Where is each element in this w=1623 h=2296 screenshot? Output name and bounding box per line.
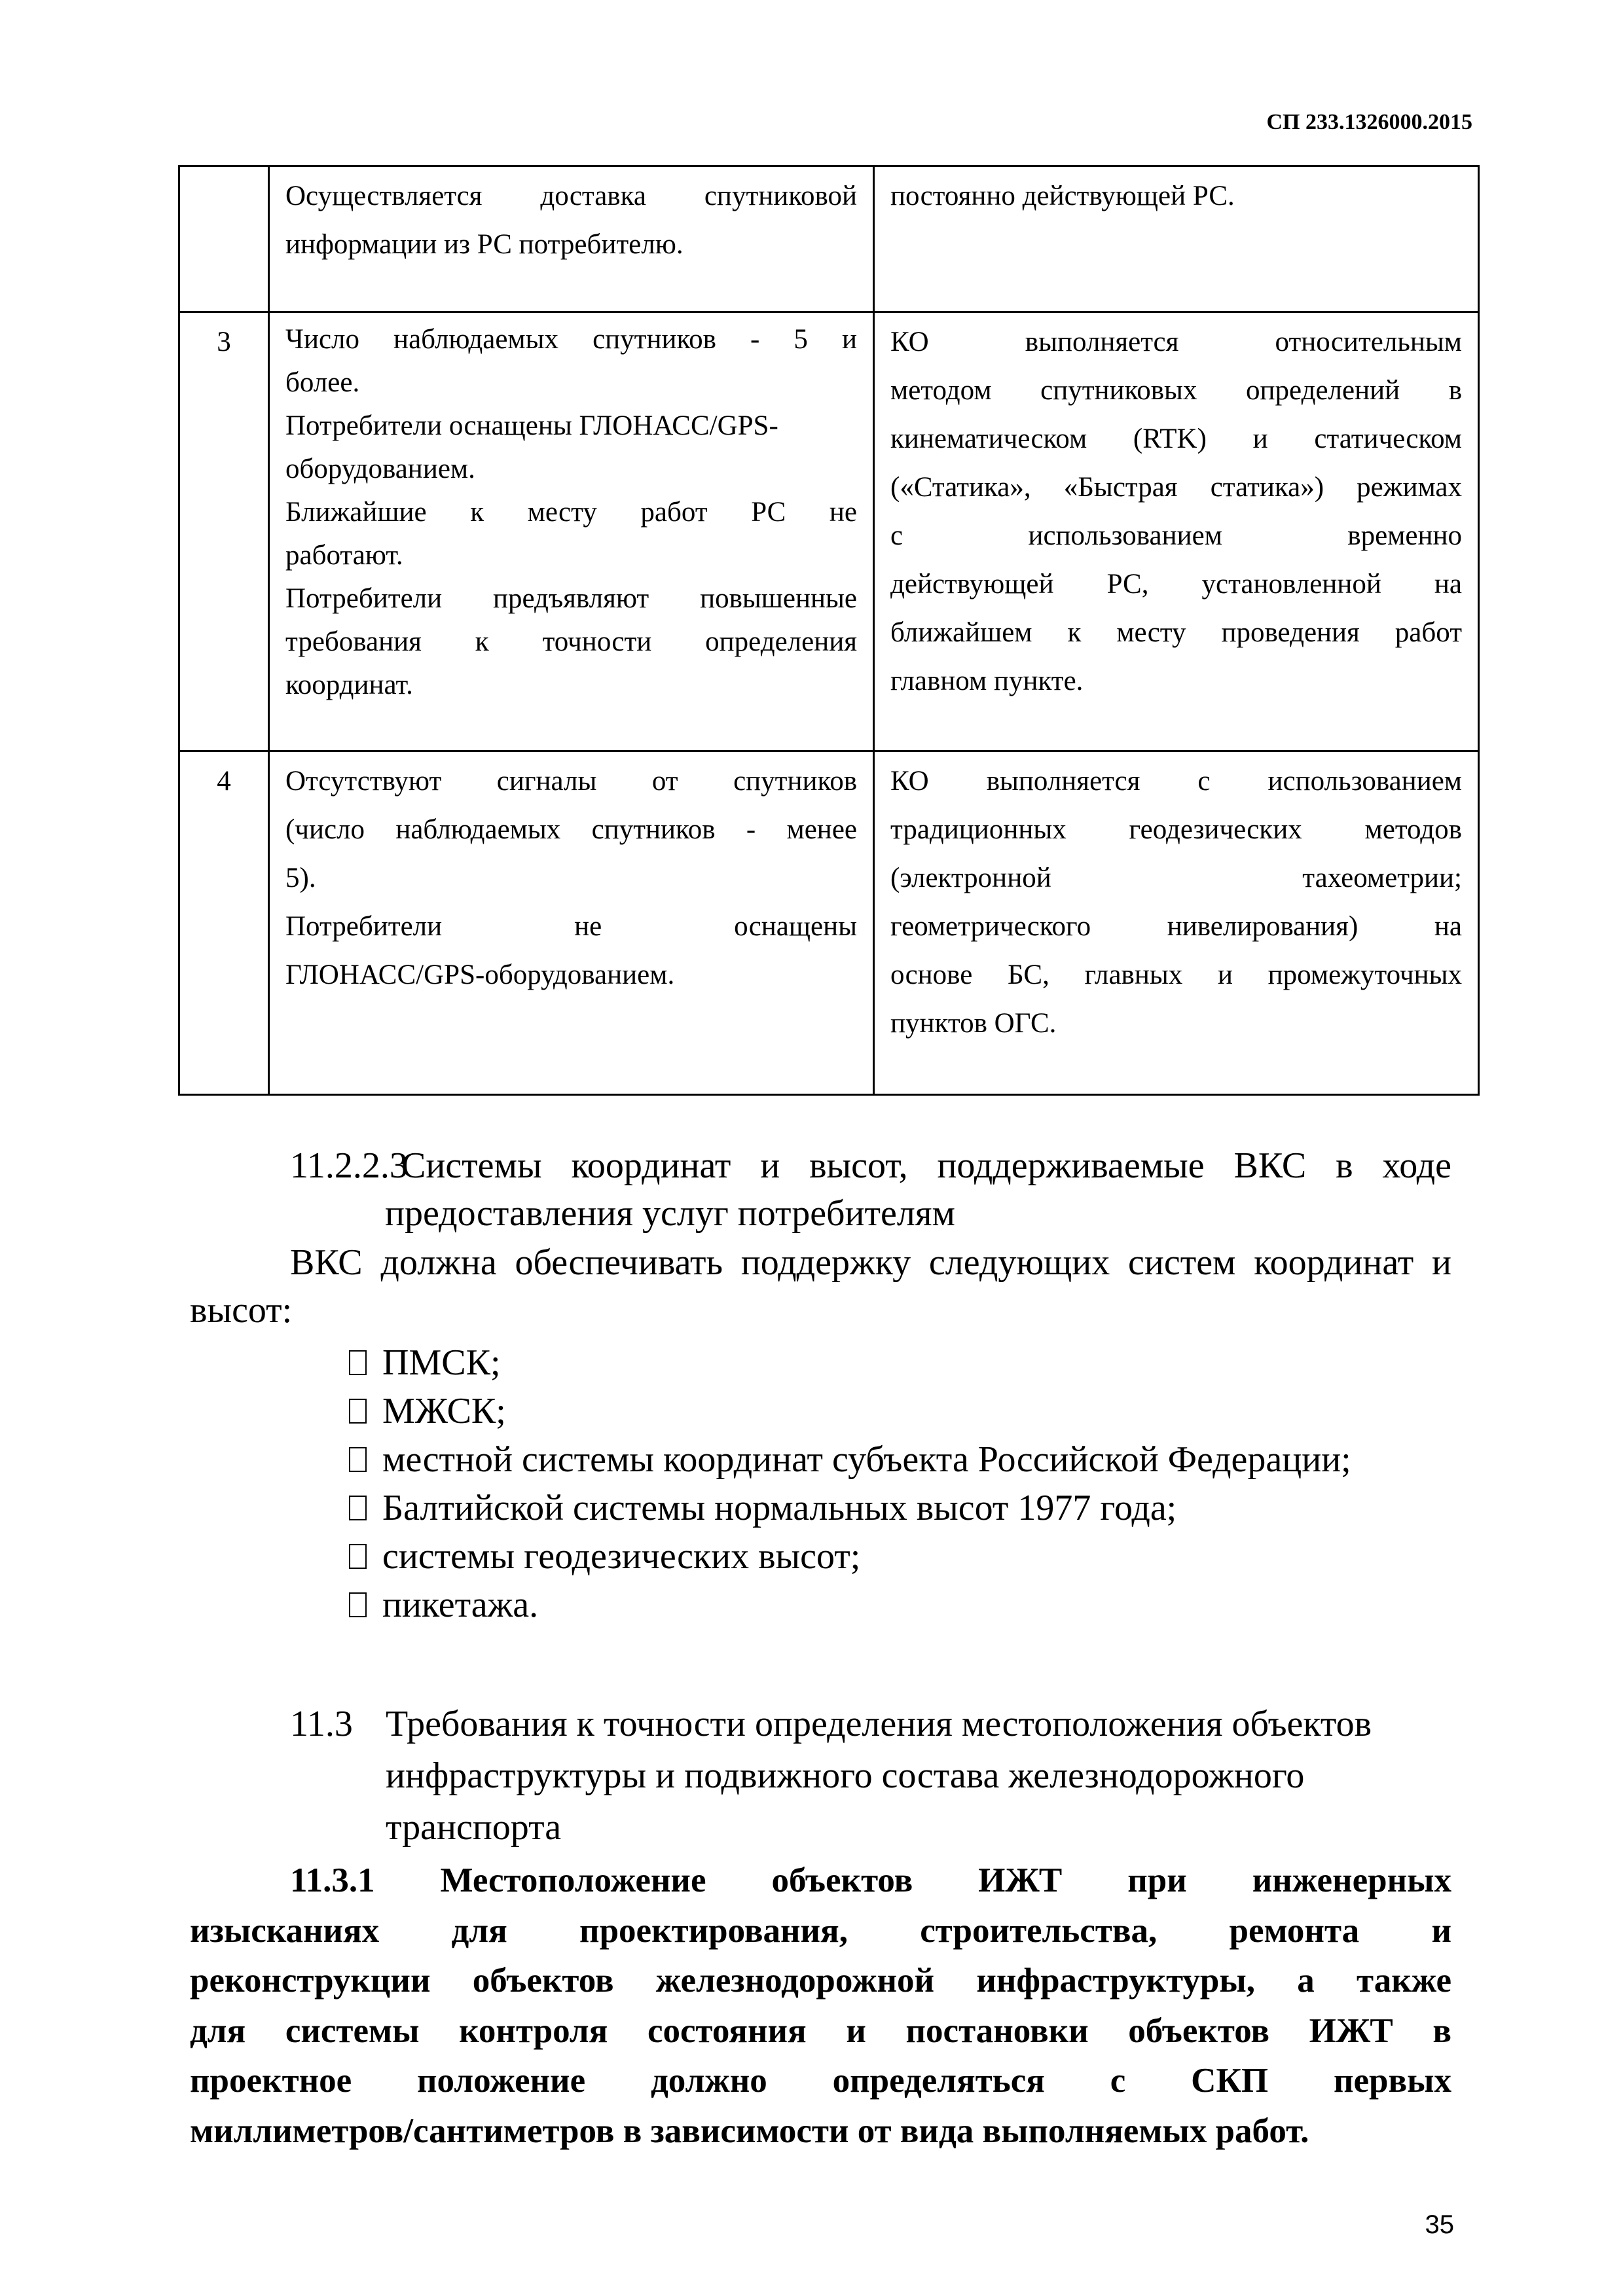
bullet-box-icon [349,1496,367,1520]
table-row [179,312,1479,751]
text-line: реконструкции объектов железнодорожной инфраструктуры, а также [190,1962,1451,2000]
table-row [179,751,1479,1095]
row-number: 3 [179,312,269,751]
section-heading-11-3 [290,1698,1482,1854]
page-number: 35 [1425,2210,1454,2239]
text-line: более. [285,367,360,398]
list-item [349,1532,1351,1581]
intro-paragraph [190,1239,1451,1335]
list-item-text: Балтийской системы нормальных высот 1977 года; [382,1488,1177,1528]
list-item-text: системы геодезических высот; [382,1536,861,1577]
section-title-line: инфраструктуры и подвижного состава железнодорожного [386,1755,1305,1796]
text-line: Осуществляется доставка спутниковой [285,181,857,211]
text-line: требования к точности определения [285,626,857,657]
section-11-3-1-paragraph [190,1856,1451,2156]
text-line: главном пункте. [890,666,1084,696]
text-line: 11.3.1 Местоположение объектов ИЖТ при инженерных [290,1861,1451,1899]
section-number: 11.2.2.3 [290,1145,408,1186]
text-line: КО выполняется относительным [890,327,1462,357]
section-title-line: транспорта [386,1807,562,1848]
coordinate-systems-list [349,1338,1351,1629]
condition-cell [269,312,874,751]
list-item-text: ПМСК; [382,1342,501,1383]
text-line: Потребители предъявляют повышенные [285,583,857,614]
list-item-text: местной системы координат субъекта Российской Федерации; [382,1439,1351,1480]
text-line: миллиметров/сантиметров в зависимости от вида выполняемых работ. [190,2111,1309,2150]
text-line: методом спутниковых определений в [890,375,1462,406]
text-line: 5). [285,863,316,893]
text-line: ближайшем к месту проведения работ [890,617,1462,648]
method-cell [874,312,1479,751]
condition-cell [269,751,874,1095]
method-cell [874,751,1479,1095]
section-title-line: Требования к точности определения местоположения объектов [386,1704,1372,1744]
text-line: работают. [285,540,403,571]
text-line: Ближайшие к месту работ РС не [285,497,857,528]
text-line: проектное положение должно определяться с СКП первых [190,2062,1451,2100]
text-line: кинематическом (RTK) и статическом [890,423,1462,454]
section-title-line: Системы координат и высот, поддерживаемые ВКС в ходе [401,1145,1451,1186]
list-item [349,1484,1351,1532]
condition-cell [269,166,874,312]
list-item [349,1338,1351,1387]
bullet-box-icon [349,1350,367,1375]
row-number: 4 [179,751,269,1095]
text-line: постоянно действующей РС. [890,181,1235,211]
text-line: пунктов ОГС. [890,1008,1057,1039]
text-line: координат. [285,670,413,700]
text-line: действующей РС, установленной на [890,569,1462,600]
section-heading-11-2-2-3 [290,1142,1451,1238]
text-line: ВКС должна обеспечивать поддержку следующих систем координат и [290,1242,1451,1283]
text-line: КО выполняется с использованием [890,766,1462,797]
text-line: традиционных геодезических методов [890,814,1462,845]
list-item [349,1387,1351,1435]
text-line: геометрического нивелирования) на [890,911,1462,942]
method-cell [874,166,1479,312]
text-line: Потребители оснащены ГЛОНАСС/GPS- [285,410,778,441]
text-line: («Статика», «Быстрая статика») режимах [890,472,1462,503]
text-line: высот: [190,1290,293,1331]
bullet-box-icon [349,1592,367,1617]
bullet-box-icon [349,1544,367,1569]
text-line: основе БС, главных и промежуточных [890,960,1462,990]
text-line: Число наблюдаемых спутников - 5 и [285,324,857,355]
list-item [349,1581,1351,1629]
text-line: с использованием временно [890,520,1462,551]
text-line: для системы контроля состояния и постановки объектов ИЖТ в [190,2011,1451,2050]
text-line: ГЛОНАСС/GPS-оборудованием. [285,960,675,990]
section-title-line: предоставления услуг потребителям [385,1193,955,1234]
list-item [349,1435,1351,1484]
bullet-box-icon [349,1447,367,1472]
section-number: 11.3 [290,1704,353,1744]
text-line: изысканиях для проектирования, строительства, ремонта и [190,1911,1451,1950]
methods-table [178,165,1480,1096]
text-line: информации из РС потребителю. [285,229,684,260]
text-line: Отсутствуют сигналы от спутников [285,766,857,797]
list-item-text: МЖСК; [382,1391,506,1431]
table-row [179,166,1479,312]
document-code-header: СП 233.1326000.2015 [1266,110,1472,134]
row-number [179,166,269,312]
list-item-text: пикетажа. [382,1585,539,1625]
text-line: (электронной тахеометрии; [890,863,1462,893]
text-line: Потребители не оснащены [285,911,857,942]
text-line: (число наблюдаемых спутников - менее [285,814,857,845]
bullet-box-icon [349,1399,367,1424]
text-line: оборудованием. [285,454,475,484]
